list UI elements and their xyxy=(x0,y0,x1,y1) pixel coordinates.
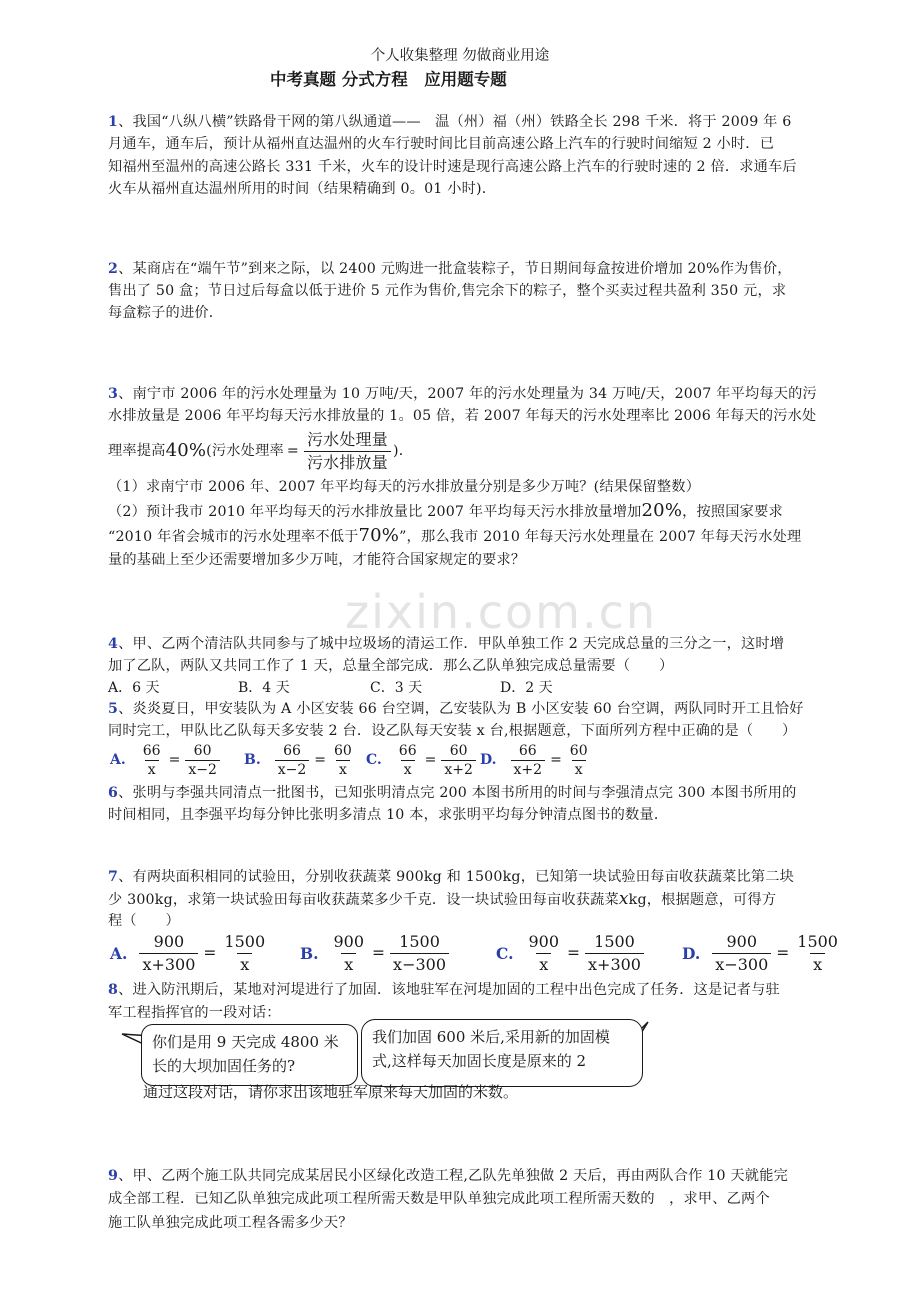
question-text: 、我国“八纵八横”铁路骨干网的第八纵通道—— 温（州）福（州）铁路全长 298 千米．将于 2009 年 6 xyxy=(118,114,792,130)
question-number: 2 xyxy=(108,261,119,277)
question-text: 售出了 50 盒；节日过后每盒以低于进价 5 元作为售价,售完余下的粽子，整个买卖过程共盈利 350 元，求 xyxy=(108,283,787,299)
question-subpart: 量的基础上至少还需要增加多少万吨，才能符合国家规定的要求？ xyxy=(108,552,526,568)
question-number: 5 xyxy=(108,701,119,717)
option-c: C．3 天 xyxy=(370,680,423,696)
question-text: 成全部工程．已知乙队单独完成此项工程所需天数是甲队单独完成此项工程所需天数的 ，求甲、乙两个 xyxy=(108,1191,770,1207)
question-text: 加了乙队，两队又共同工作了 1 天，总量全部完成．那么乙队单独完成总量需要（ ） xyxy=(108,658,674,674)
percent-value: 70% xyxy=(358,525,400,546)
question-text: 知福州至温州的高速公路长 331 千米，火车的设计时速是现行高速公路上汽车的行驶时速的 2 倍．求通车后 xyxy=(108,159,797,175)
fraction-denominator: 污水排放量 xyxy=(304,451,391,474)
question-text: 施工队单独完成此项工程各需多少天？ xyxy=(108,1215,353,1231)
question-text: 、张明与李强共同清点一批图书，已知张明清点完 200 本图书所用的时间与李强清点完 300 本图书所用的 xyxy=(118,785,797,801)
bubble-text: 式,这样每天加固长度是原来的 2 xyxy=(372,1052,587,1070)
option-c: C. $\frac{900}{x}$ = $\frac{1500}{x+300}$ xyxy=(496,930,646,976)
question-text: )． xyxy=(392,443,414,459)
option-a: A．6 天 xyxy=(108,680,160,696)
question-text: 理率提高 xyxy=(108,443,166,459)
question-subpart: “2010 年省会城市的污水处理率不低于 xyxy=(108,529,359,545)
percent-value: 40% xyxy=(165,440,207,461)
question-text: 每盒粽子的进价． xyxy=(108,305,224,321)
option-a: A. $\frac{66}{x}$ = $\frac{60}{x-2}$ xyxy=(110,740,222,780)
question-subpart: ”，那么我市 2010 年每天污水处理量在 2007 年每天污水处理 xyxy=(399,529,802,545)
question-text: 程（ ） xyxy=(108,913,180,929)
question-number: 4 xyxy=(108,636,119,652)
bubble-text: 我们加固 600 米后,采用新的加固模 xyxy=(372,1028,610,1046)
question-number: 9 xyxy=(108,1168,119,1184)
page-title: 中考真题 分式方程 应用题专题 xyxy=(270,70,507,89)
option-b: B．4 天 xyxy=(238,680,290,696)
question-text: 军工程指挥官的一段对话： xyxy=(108,1005,281,1021)
question-number: 8 xyxy=(108,982,119,998)
question-text: 、进入防汛期后，某地对河堤进行了加固．该地驻军在河堤加固的工程中出色完成了任务．这是记者与驻 xyxy=(118,982,780,998)
question-text: kg，根据题意，可得方 xyxy=(628,892,777,908)
speech-bubble-reporter xyxy=(141,1024,358,1086)
percent-value: 20% xyxy=(641,500,683,521)
question-subpart: ，按照国家要求 xyxy=(682,504,783,520)
question-text: 、甲、乙两个施工队共同完成某居民小区绿化改造工程,乙队先单独做 2 天后，再由两队合作 10 天就能完 xyxy=(118,1168,788,1184)
option-d: D. $\frac{66}{x+2}$ = $\frac{60}{x}$ xyxy=(480,742,588,778)
option-a: A. $\frac{900}{x+300}$ = $\frac{1500}{x}$ xyxy=(110,931,266,974)
speech-bubble-commander xyxy=(361,1019,643,1087)
question-text: 、有两块面积相同的试验田，分别收获蔬菜 900kg 和 1500kg，已知第一块试验田每亩收获蔬菜比第二块 xyxy=(118,869,795,885)
option-b: B. $\frac{66}{x-2}$ = $\frac{60}{x}$ xyxy=(244,742,352,778)
question-number: 6 xyxy=(108,785,119,801)
watermark-text: zixin.com.cn xyxy=(345,585,658,639)
question-text: 水排放量是 2006 年平均每天污水排放量的 1。05 倍，若 2007 年每天的污水处理率比 2006 年每天的污水处 xyxy=(108,408,817,424)
question-number: 7 xyxy=(108,869,119,885)
page-header-note: 个人收集整理 勿做商业用途 xyxy=(370,48,550,64)
question-text: 、炎炎夏日，甲安装队为 A 小区安装 66 台空调，乙安装队为 B 小区安装 60 台空调，两队同时开工且恰好 xyxy=(118,701,804,717)
bubble-text: 长的大坝加固任务的? xyxy=(152,1057,296,1075)
question-text: 火车从福州直达温州所用的时间（结果精确到 0。01 小时)． xyxy=(108,181,497,197)
question-text: 、南宁市 2006 年的污水处理量为 10 万吨/天，2007 年的污水处理量为 34 万吨/天，2007 年平均每天的污 xyxy=(118,386,817,402)
option-c: C. $\frac{66}{x}$ = $\frac{60}{x+2}$ xyxy=(366,740,478,780)
question-text: (污水处理率 xyxy=(206,443,284,459)
question-text: 通过这段对话，请你求出该地驻军原来每天加固的米数。 xyxy=(143,1083,519,1101)
question-text: 少 300kg，求第一块试验田每亩收获蔬菜多少千克．设一块试验田每亩收获蔬菜 xyxy=(108,892,619,908)
question-text: 、某商店在“端午节”到来之际，以 2400 元购进一批盒装粽子，节日期间每盒按进价增加 20%作为售价， xyxy=(118,261,792,277)
question-number: 3 xyxy=(108,386,119,402)
bubble-text: 你们是用 9 天完成 4800 米 xyxy=(152,1033,339,1051)
question-text: 时间相同，且李强平均每分钟比张明多清点 10 本，求张明平均每分钟清点图书的数量． xyxy=(108,807,669,823)
question-subpart: （2）预计我市 2010 年平均每天的污水排放量比 2007 年平均每天污水排放量增加 xyxy=(108,504,642,520)
fraction xyxy=(304,429,391,474)
option-b: B. $\frac{900}{x}$ = $\frac{1500}{x-300}$ xyxy=(300,930,451,976)
question-text: 月通车，通车后，预计从福州直达温州的火车行驶时间比目前高速公路上汽车的行驶时间缩短 2 小时．已 xyxy=(108,136,775,152)
option-d: D．2 天 xyxy=(500,680,553,696)
question-text: 、甲、乙两个清洁队共同参与了城中垃圾场的清运工作．甲队单独工作 2 天完成总量的三分之一，这时增 xyxy=(118,636,785,652)
fraction-numerator: 污水处理量 xyxy=(306,429,388,449)
question-number: 1 xyxy=(108,114,119,130)
question-text: 同时完工，甲队比乙队每天多安装 2 台．设乙队每天安装 x 台,根据题意，下面所列方程中正确的是（ ） xyxy=(108,723,797,739)
option-d: D. $\frac{900}{x-300}$ = $\frac{1500}{x}$ xyxy=(682,931,838,974)
variable-x: x xyxy=(618,889,629,909)
question-subpart: （1）求南宁市 2006 年、2007 年平均每天的污水排放量分别是多少万吨？(结果保留整数） xyxy=(108,479,701,495)
